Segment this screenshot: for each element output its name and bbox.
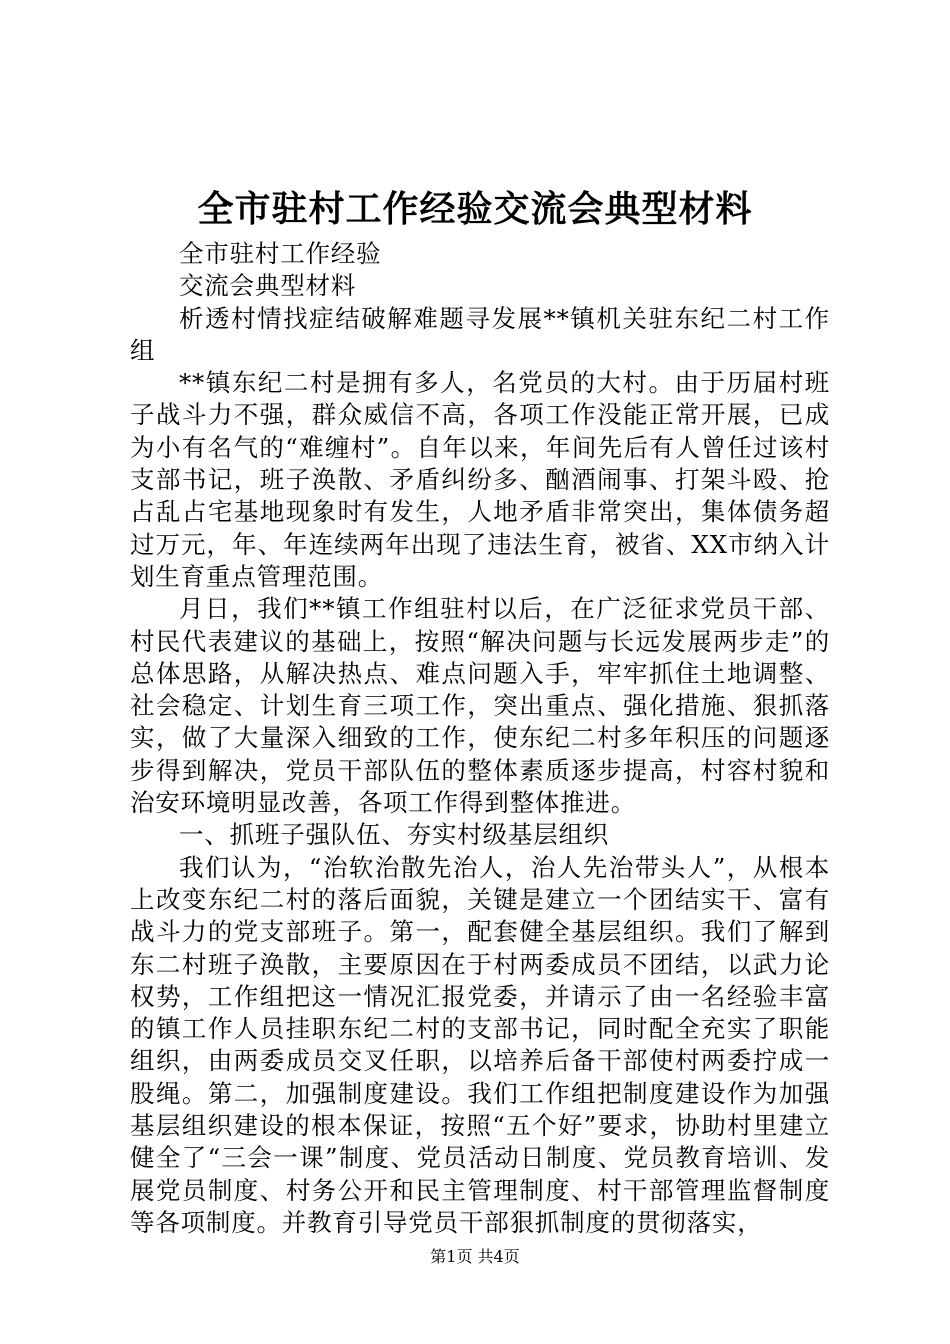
- paragraph-subtitle-line-1: 全市驻村工作经验: [179, 239, 382, 268]
- paragraph-section-1: 我们认为，“治软治散先治人，治人先治带头人”，从根本上改变东纪二村的落后面貌，关键是建立一个团结实干、富有战斗力的党支部班子。第一，配套健全基层组织。我们了解到东二村班子涣散，主要原因在于村两委成员不团结，以武力论权势，工作组把这一情况汇报党委，并请示了由一名经验丰富的镇工作人员挂职东纪二村的支部书记，同时配全充实了职能组织，由两委成员交叉任职，以培养后备干部使村两委拧成一股绳。第二，加强制度建设。我们工作组把制度建设作为加强基层组织建设的根本保证，按照“五个好”要求，协助村里建立健全了“三会一课”制度、党员活动日制度、党员教育培训、发展党员制度、村务公开和民主管理制度、村干部管理监督制度等各项制度。并教育引导党员干部狠抓制度的贯彻落实，: [130, 852, 830, 1237]
- document-body: [130, 238, 830, 1239]
- paragraph-intro: **镇东纪二村是拥有多人，名党员的大村。由于历届村班子战斗力不强，群众威信不高，各项工作没能正常开展，已成为小有名气的“难缠村”。自年以来，年间先后有人曾任过该村支部书记，班子涣散、矛盾纠纷多、酗酒闹事、打架斗殴、抢占乱占宅基地现象时有发生，人地矛盾非常突出，集体债务超过万元，年、年连续两年出现了违法生育，被省、XX市纳入计划生育重点管理范围。: [130, 368, 830, 591]
- document-title: 全市驻村工作经验交流会典型材料: [197, 188, 753, 230]
- paragraph-overview: 月日，我们**镇工作组驻村以后，在广泛征求党员干部、村民代表建议的基础上，按照“解决问题与长远发展两步走”的总体思路，从解决热点、难点问题入手，牢牢抓住土地调整、社会稳定、计划生育三项工作，突出重点、强化措施、狠抓落实，做了大量深入细致的工作，使东纪二村多年积压的问题逐步得到解决，党员干部队伍的整体素质逐步提高，村容村貌和治安环境明显改善，各项工作得到整体推进。: [130, 594, 830, 818]
- paragraph-subtitle-line-2: 交流会典型材料: [179, 271, 357, 301]
- page-number-footer: 第1页 共4页: [430, 1247, 520, 1266]
- section-heading-1: 一、抓班子强队伍、夯实村级基层组织: [179, 820, 610, 850]
- paragraph-heading: 析透村情找症结破解难题寻发展**镇机关驻东纪二村工作组: [130, 303, 830, 365]
